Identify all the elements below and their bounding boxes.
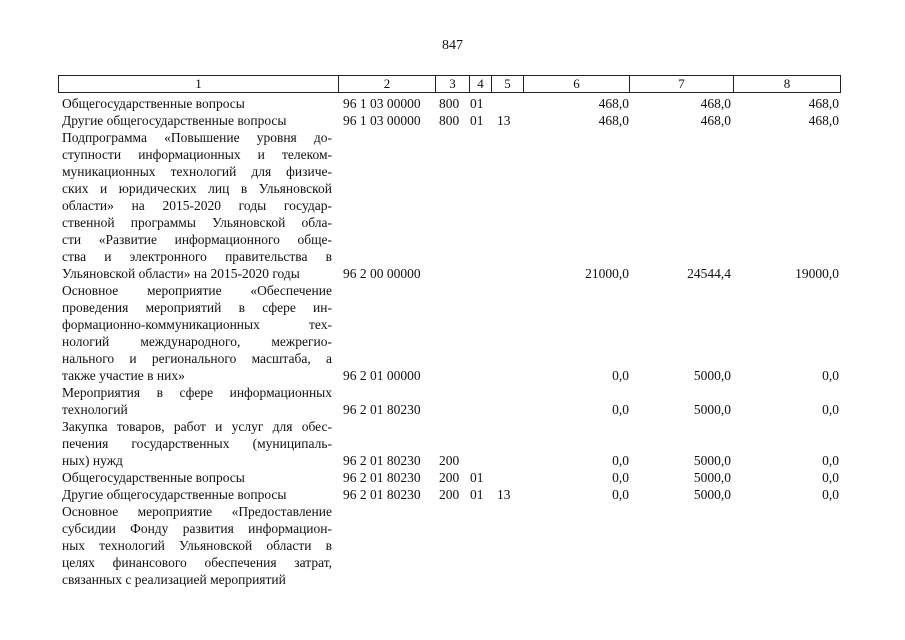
row-name-line: Другие общегосударственные вопросы	[62, 113, 287, 128]
cell-v8: 0,0	[822, 402, 839, 417]
row-name-line: ственной программы Ульяновской обла-	[62, 215, 332, 230]
page-number: 847	[442, 38, 463, 53]
cell-v6: 0,0	[612, 402, 629, 417]
header-col-1: 1	[59, 76, 339, 92]
row-name-line: ступности информационных и телеком-	[62, 147, 332, 162]
cell-code: 96 2 01 80230	[343, 402, 421, 417]
cell-code: 96 1 03 00000	[343, 96, 421, 111]
header-col-5: 5	[492, 76, 524, 92]
cell-c3: 200	[439, 453, 460, 468]
cell-v7: 5000,0	[693, 368, 731, 383]
cell-code: 96 2 01 00000	[343, 368, 421, 383]
row-name-line: субсидии Фонду развития информацион-	[62, 521, 332, 536]
row-name-line: проведения мероприятий в сфере ин-	[62, 300, 332, 315]
cell-c3: 800	[439, 96, 460, 111]
row-name-line: Закупка товаров, работ и услуг для обес-	[62, 419, 332, 434]
row-name-line: Основное мероприятие «Обеспечение	[62, 283, 332, 298]
cell-v7: 5000,0	[693, 470, 731, 485]
cell-c4: 01	[470, 470, 484, 485]
cell-code: 96 2 01 80230	[343, 470, 421, 485]
cell-code: 96 1 03 00000	[343, 113, 421, 128]
row-name-line: ства и электронного правительства в	[62, 249, 332, 264]
row-name-line: Общегосударственные вопросы	[62, 96, 245, 111]
row-name-line: Общегосударственные вопросы	[62, 470, 245, 485]
header-col-6: 6	[524, 76, 630, 92]
header-col-4: 4	[470, 76, 492, 92]
cell-v8: 0,0	[822, 487, 839, 502]
cell-c3: 200	[439, 470, 460, 485]
row-name-line: Основное мероприятие «Предоставление	[62, 504, 332, 519]
row-name-line: ских и юридических лиц в Ульяновской	[62, 181, 332, 196]
cell-code: 96 2 01 80230	[343, 453, 421, 468]
row-name-line: ных технологий Ульяновской области в	[62, 538, 332, 553]
cell-c3: 800	[439, 113, 460, 128]
cell-v7: 5000,0	[693, 402, 731, 417]
row-name-line: Подпрограмма «Повышение уровня до-	[62, 130, 332, 145]
cell-c5: 13	[497, 113, 511, 128]
cell-v8: 468,0	[808, 113, 839, 128]
row-name-line: ных) нужд	[62, 453, 123, 468]
cell-c4: 01	[470, 113, 484, 128]
cell-v8: 468,0	[808, 96, 839, 111]
row-name-line: также участие в них»	[62, 368, 185, 383]
row-name-line: области» на 2015-2020 годы государ-	[62, 198, 332, 213]
cell-v6: 468,0	[598, 96, 629, 111]
row-name-line: нального и регионального масштаба, а	[62, 351, 332, 366]
row-name-line: муникационных технологий для физиче-	[62, 164, 332, 179]
cell-v8: 19000,0	[795, 266, 839, 281]
row-name-line: формационно-коммуникационных тех-	[62, 317, 332, 332]
cell-code: 96 2 01 80230	[343, 487, 421, 502]
row-name-line: связанных с реализацией мероприятий	[62, 572, 286, 587]
row-name-line: целях финансового обеспечения затрат,	[62, 555, 332, 570]
row-name-line: печения государственных (муниципаль-	[62, 436, 332, 451]
row-name-line: Другие общегосударственные вопросы	[62, 487, 287, 502]
cell-c5: 13	[497, 487, 511, 502]
header-col-7: 7	[630, 76, 734, 92]
header-col-3: 3	[436, 76, 470, 92]
cell-v7: 24544,4	[687, 266, 731, 281]
cell-v7: 468,0	[700, 96, 731, 111]
cell-c4: 01	[470, 487, 484, 502]
row-name-line: технологий	[62, 402, 128, 417]
cell-v8: 0,0	[822, 470, 839, 485]
cell-v6: 0,0	[612, 487, 629, 502]
cell-v7: 468,0	[700, 113, 731, 128]
cell-c3: 200	[439, 487, 460, 502]
cell-v8: 0,0	[822, 368, 839, 383]
cell-v7: 5000,0	[693, 453, 731, 468]
row-name-line: нологий международного, межрегио-	[62, 334, 332, 349]
cell-v6: 0,0	[612, 453, 629, 468]
cell-v6: 21000,0	[585, 266, 629, 281]
cell-code: 96 2 00 00000	[343, 266, 421, 281]
cell-v6: 0,0	[612, 368, 629, 383]
header-col-2: 2	[339, 76, 436, 92]
cell-v6: 0,0	[612, 470, 629, 485]
cell-v6: 468,0	[598, 113, 629, 128]
table-header	[58, 75, 841, 93]
cell-v7: 5000,0	[693, 487, 731, 502]
row-name-line: сти «Развитие информационного обще-	[62, 232, 332, 247]
row-name-line: Мероприятия в сфере информационных	[62, 385, 332, 400]
cell-c4: 01	[470, 96, 484, 111]
header-col-8: 8	[783, 76, 791, 91]
row-name-line: Ульяновской области» на 2015-2020 годы	[62, 266, 300, 281]
cell-v8: 0,0	[822, 453, 839, 468]
